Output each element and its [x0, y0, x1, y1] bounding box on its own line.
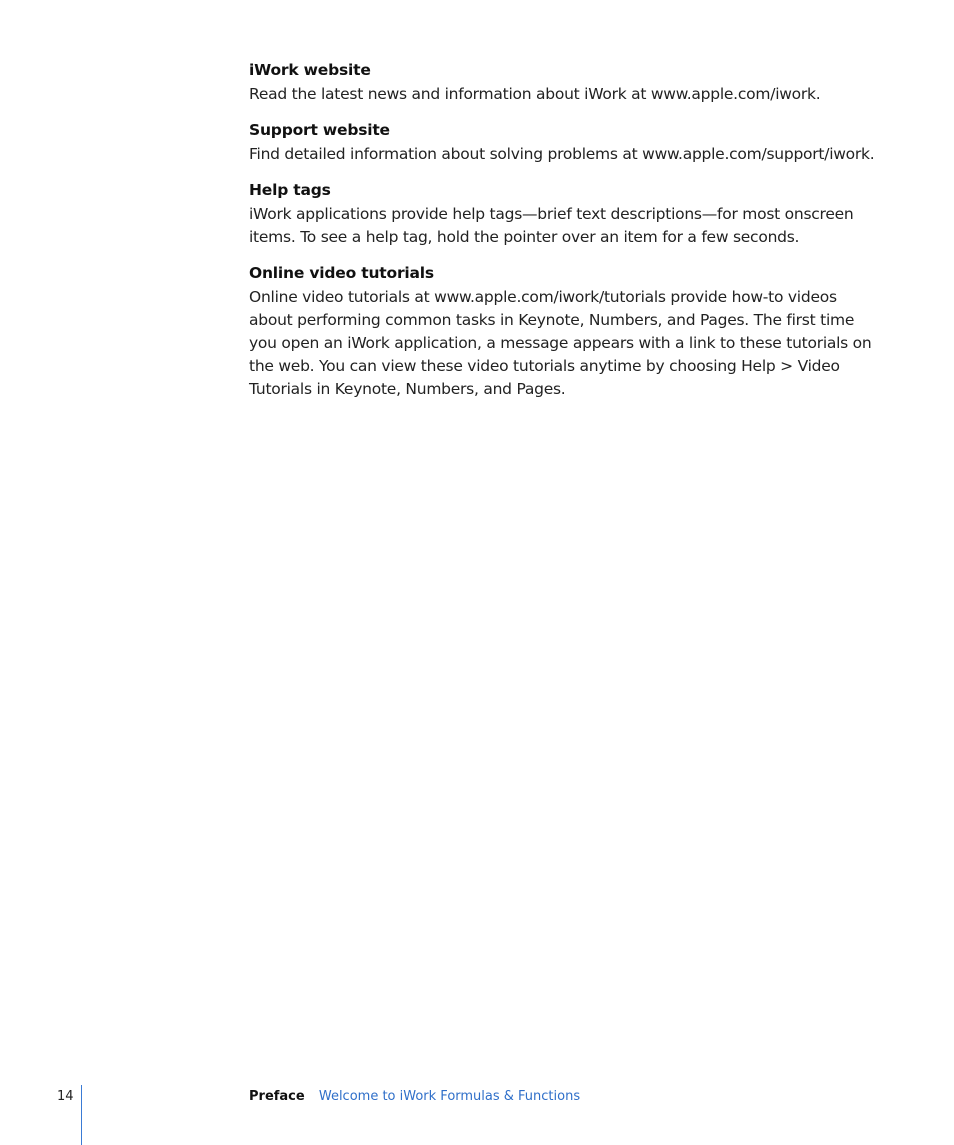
- section-body: Find detailed information about solving problems at www.apple.com/support/iwork.: [249, 145, 875, 163]
- footer-divider: [81, 1085, 82, 1145]
- section-heading: Help tags: [249, 181, 331, 199]
- section-online-video-tutorials: [249, 263, 879, 401]
- section-body: Online video tutorials at www.apple.com/iwork/tutorials provide how-to videos about performing common tasks in Keynote, Numbers, and Pages. The first time you open an iWork application, a message appears with a link to these tutorials on the web. You can view these video tutorials anytime by choosing Help > Video Tutorials in Keynote, Numbers, and Pages.: [249, 288, 872, 398]
- section-body: iWork applications provide help tags—brief text descriptions—for most onscreen items. To see a help tag, hold the pointer over an item for a few seconds.: [249, 205, 854, 246]
- section-heading: iWork website: [249, 61, 371, 79]
- page-content: [249, 60, 879, 415]
- section-heading: Online video tutorials: [249, 264, 434, 282]
- section-support-website: [249, 120, 879, 166]
- section-help-tags: [249, 180, 879, 249]
- footer-section-label: Preface: [249, 1089, 305, 1104]
- section-iwork-website: [249, 60, 879, 106]
- page-number: 14: [57, 1089, 74, 1104]
- footer-running-head: [249, 1089, 580, 1105]
- page-footer: [0, 1085, 954, 1145]
- section-body: Read the latest news and information about iWork at www.apple.com/iwork.: [249, 85, 821, 103]
- section-heading: Support website: [249, 121, 390, 139]
- footer-chapter-title: Welcome to iWork Formulas & Functions: [318, 1089, 581, 1104]
